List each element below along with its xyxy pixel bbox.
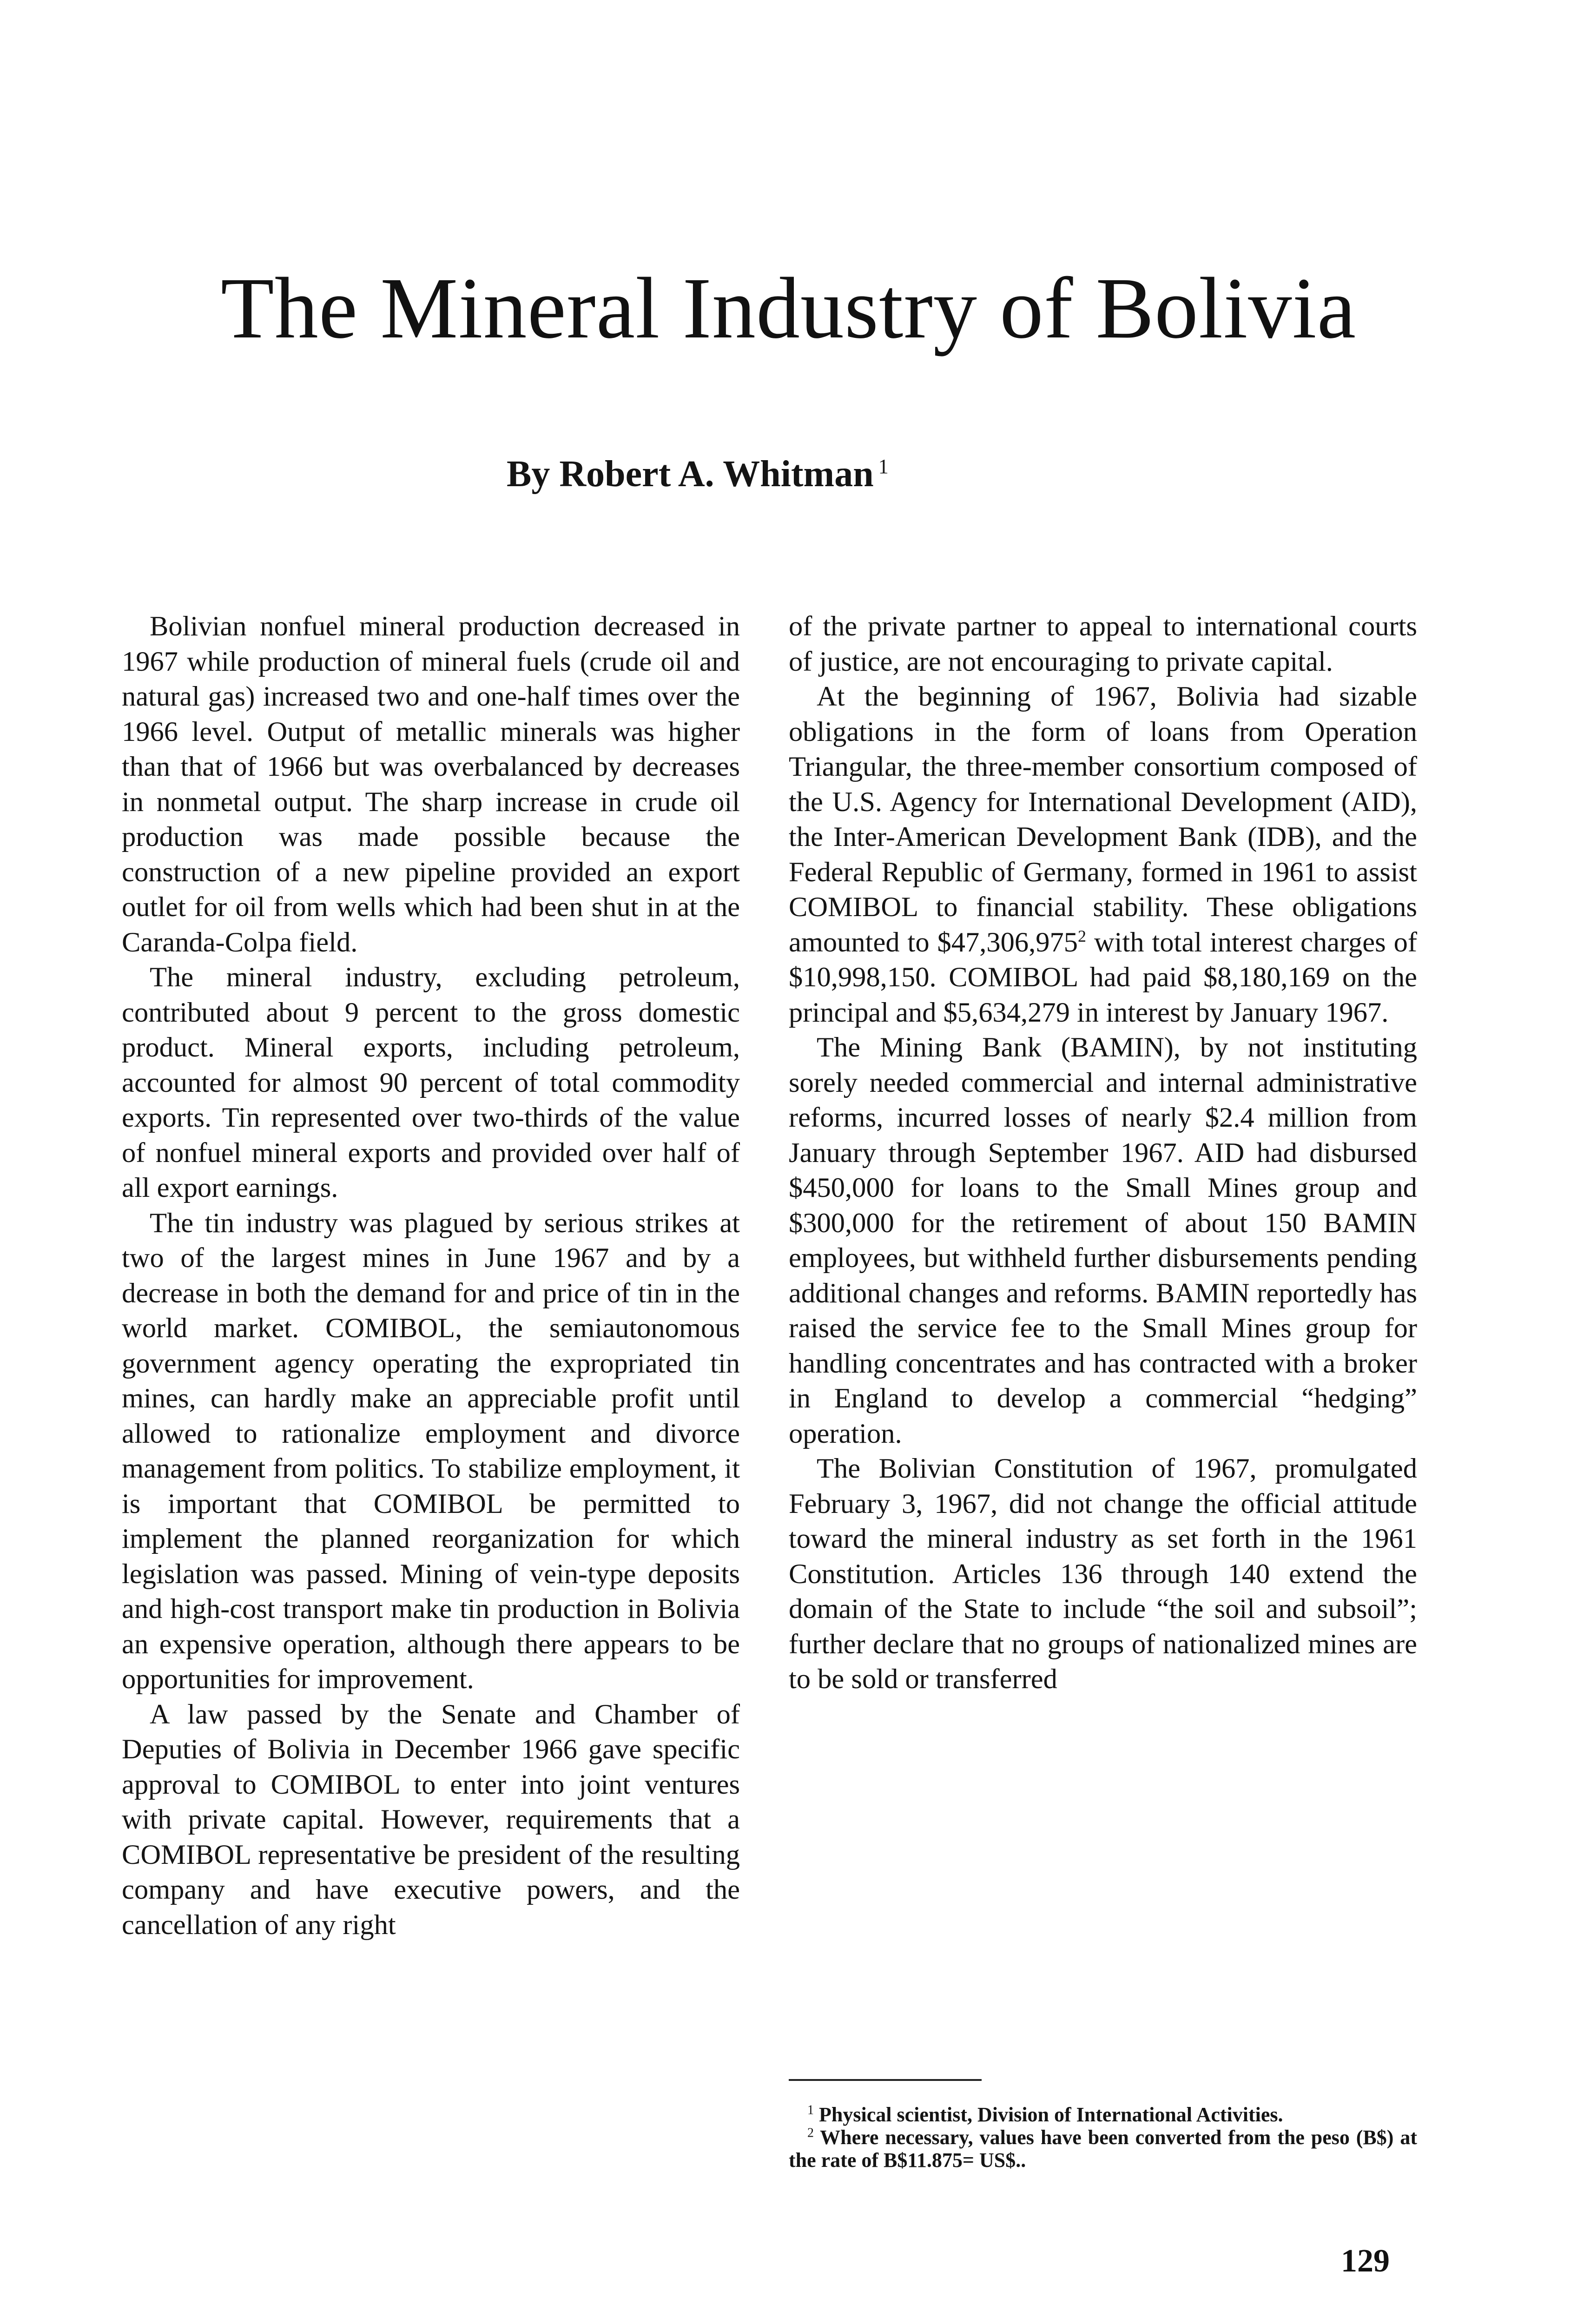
paragraph-production-summary: Bolivian nonfuel mineral production decreased in 1967 while production of mineral fuels (crude oil and natural gas) increased two and one-half times over the 1966 level. Output of metallic minerals was higher than that of 1966 but was overbalanced by decreases in nonmetal output. The sharp increase in crude oil production was made possible because the construction of a new pipeline provided an export outlet for oil from wells which had been shut in at the Caranda-Colpa field. — [122, 611, 740, 958]
paragraph-obligations — [789, 679, 1417, 1030]
footnote-divider — [789, 2079, 982, 2081]
paragraph-continuation: of the private partner to appeal to international courts of justice, are not encouraging to private capital. — [789, 611, 1417, 677]
footnote-2-text: Where necessary, values have been converted from the peso (B$) at the rate of B$11.875= US$.. — [789, 2126, 1417, 2172]
paragraph-mining-bank: The Mining Bank (BAMIN), by not instituting sorely needed commercial and internal administrative reforms, incurred losses of nearly $2.4 million from January through September 1967. AID had disbursed $450,000 for loans to the Small Mines group and $300,000 for the retirement of about 150 BAMIN employees, but withheld further disbursements pending additional changes and reforms. BAMIN reportedly has raised the service fee to the Small Mines group for handling concentrates and has contracted with a broker in England to develop a commercial “hedging” operation. — [789, 1032, 1417, 1449]
obligations-text-end: with total interest charges of $10,998,150. COMIBOL had paid $8,180,169 on the principal and $5,634,279 in interest by January 1967. — [789, 926, 1417, 1028]
author-name: By Robert A. Whitman — [507, 454, 874, 495]
footnote-1-marker: 1 — [807, 2103, 814, 2118]
footnotes — [789, 2103, 1417, 2172]
footnote-2-marker: 2 — [807, 2126, 814, 2140]
footnote-1 — [789, 2103, 1417, 2126]
right-column — [789, 609, 1417, 1697]
footnote-2 — [789, 2126, 1417, 2172]
left-column — [122, 609, 740, 1942]
paragraph-constitution: The Bolivian Constitution of 1967, promulgated February 3, 1967, did not change the official attitude toward the mineral industry as set forth in the 1961 Constitution. Articles 136 through 140 extend the domain of the State to include “the soil and subsoil”; further declare that no groups of nationalized mines are to be sold or transferred — [789, 1453, 1417, 1695]
author-byline — [507, 453, 889, 495]
page-title: The Mineral Industry of Bolivia — [220, 259, 1357, 357]
paragraph-joint-ventures: A law passed by the Senate and Chamber of Deputies of Bolivia in December 1966 gave specific approval to COMIBOL to enter into joint ventures with private capital. However, requirements that a COMIBOL representative be president of the resulting company and have executive powers, and the cancellation of any right — [122, 1698, 740, 1941]
obligations-text-start: At the beginning of 1967, Bolivia had sizable obligations in the form of loans from Operation Triangular, the three-member consortium composed of the U.S. Agency for International Development (AID), the Inter-American Development Bank (IDB), and the Federal Republic of Germany, formed in 1961 to assist COMIBOL to financial stability. These obligations amounted to $47,306,975 — [789, 681, 1417, 958]
footnote-1-text: Physical scientist, Division of International Activities. — [814, 2103, 1283, 2126]
page-number: 129 — [1341, 2243, 1390, 2279]
footnote-ref-1: 1 — [878, 455, 889, 478]
paragraph-gdp-exports: The mineral industry, excluding petroleum, contributed about 9 percent to the gross domestic product. Mineral exports, including petroleum, accounted for almost 90 percent of total commodity exports. Tin represented over two-thirds of the value of nonfuel mineral exports and provided over half of all export earnings. — [122, 962, 740, 1203]
footnote-ref-2: 2 — [1078, 926, 1087, 945]
paragraph-tin-industry: The tin industry was plagued by serious strikes at two of the largest mines in June 1967 and by a decrease in both the demand for and price of tin in the world market. COMIBOL, the semiautonomous government agency operating the expropriated tin mines, can hardly make an appreciable profit until allowed to rationalize employment and divorce management from politics. To stabilize employment, it is important that COMIBOL be permitted to implement the planned reorganization for which legislation was passed. Mining of vein-type deposits and high-cost transport make tin production in Bolivia an expensive operation, although there appears to be opportunities for improvement. — [122, 1207, 740, 1695]
